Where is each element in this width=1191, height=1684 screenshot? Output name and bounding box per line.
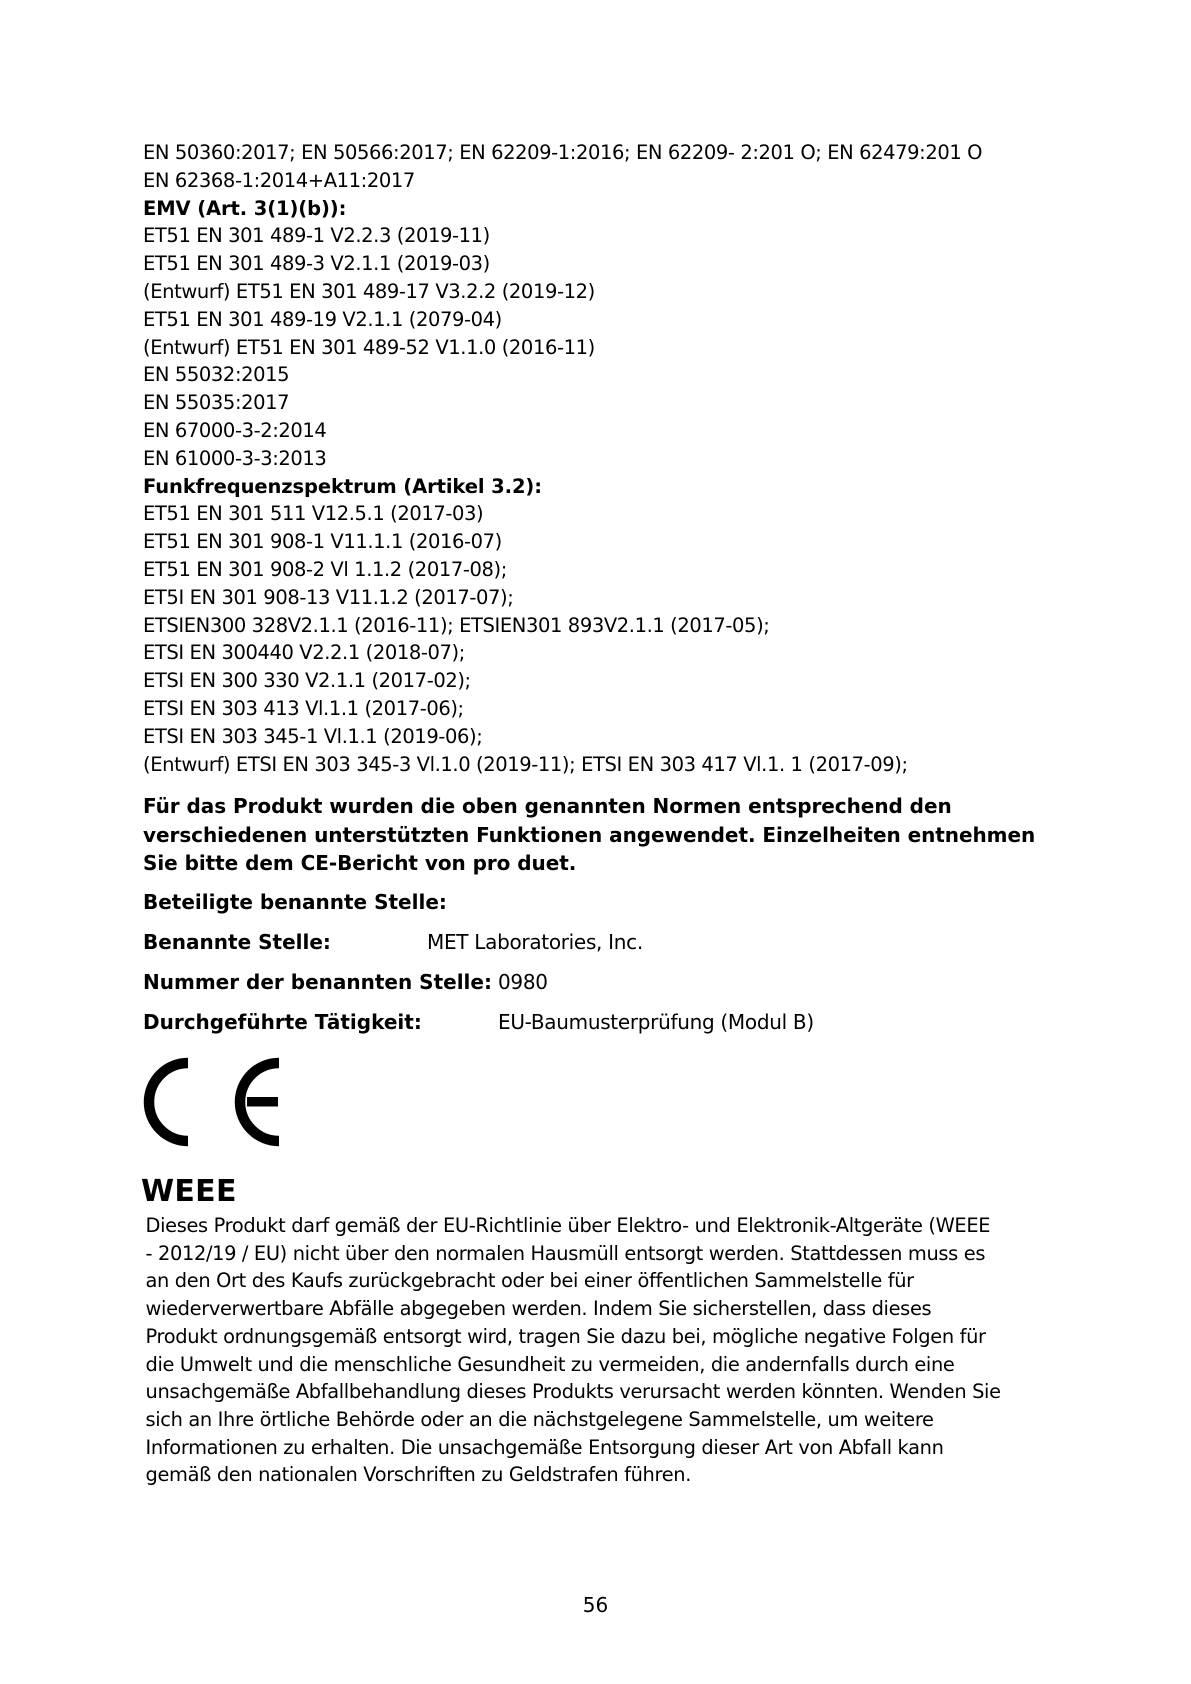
notified-body-heading: Beteiligte benannte Stelle:: [143, 889, 447, 914]
weee-line: sich an Ihre örtliche Behörde oder an die nächstgelegene Sammelstelle, um weitere: [145, 1407, 934, 1431]
weee-line: Informationen zu erhalten. Die unsachgemäße Entsorgung dieser Art von Abfall kann: [145, 1435, 944, 1459]
emv-standard-item: EN 67000-3-2:2014: [143, 418, 327, 442]
weee-line: wiederverwertbare Abfälle abgegeben werden. Indem Sie sicherstellen, dass dieses: [145, 1297, 932, 1321]
radio-spectrum-section: [143, 473, 1063, 779]
weee-line: an den Ort des Kaufs zurückgebracht oder bei einer öffentlichen Sammelstelle für: [145, 1269, 914, 1293]
radio-spectrum-heading: Funkfrequenzspektrum (Artikel 3.2):: [143, 474, 542, 498]
radio-standard-item: ETSI EN 303 413 Vl.1.1 (2017-06);: [143, 696, 464, 720]
radio-standard-item: ETSI EN 303 345-1 Vl.1.1 (2019-06);: [143, 724, 483, 748]
summary-paragraph: [143, 792, 1063, 878]
emv-standard-item: ET51 EN 301 489-1 V2.2.3 (2019-11): [143, 224, 490, 248]
notified-body-activity-label: Durchgeführte Tätigkeit:: [143, 1009, 422, 1034]
radio-standard-item: ET51 EN 301 511 V12.5.1 (2017-03): [143, 502, 484, 526]
emv-standard-item: ET51 EN 301 489-19 V2.1.1 (2079-04): [143, 307, 502, 331]
emv-standard-item: EN 61000-3-3:2013: [143, 446, 327, 470]
ce-mark-icon: [143, 1053, 283, 1151]
radio-standard-item: ET51 EN 301 908-1 V11.1.1 (2016-07): [143, 530, 502, 554]
weee-line: gemäß den nationalen Vorschriften zu Geldstrafen führen.: [145, 1463, 692, 1487]
emv-standard-item: (Entwurf) ET51 EN 301 489-52 V1.1.0 (2016-11): [143, 335, 595, 359]
weee-line: - 2012/19 / EU) nicht über den normalen Hausmüll entsorgt werden. Stattdessen muss es: [145, 1241, 986, 1265]
document-page: [143, 139, 1063, 1036]
radio-standard-item: ET5I EN 301 908-13 V11.1.2 (2017-07);: [143, 585, 514, 609]
notified-body-number-label: Nummer der benannten Stelle:: [143, 969, 492, 994]
weee-line: unsachgemäße Abfallbehandlung dieses Produkts verursacht werden könnten. Wenden Sie: [145, 1380, 1001, 1404]
emv-standard-item: EN 55032:2015: [143, 363, 290, 387]
emv-standard-item: ET51 EN 301 489-3 V2.1.1 (2019-03): [143, 252, 490, 276]
notified-body-name-value: MET Laboratories, Inc.: [427, 929, 643, 954]
summary-line: verschiedenen unterstützten Funktionen angewendet. Einzelheiten entnehmen: [143, 822, 1036, 847]
standards-general: [143, 139, 1063, 195]
weee-title: WEEE: [141, 1174, 237, 1209]
weee-paragraph: [143, 1212, 1073, 1489]
summary-line: Für das Produkt wurden die oben genannten Normen entsprechend den: [143, 794, 952, 819]
emv-standard-item: EN 55035:2017: [143, 391, 290, 415]
notified-body-name-row: [143, 928, 1063, 956]
notified-body-name-label: Benannte Stelle:: [143, 929, 331, 954]
notified-body-activity-row: [143, 1008, 1063, 1036]
emv-standard-item: (Entwurf) ET51 EN 301 489-17 V3.2.2 (2019-12): [143, 279, 595, 303]
page-number: 56: [582, 1593, 609, 1617]
notified-body-number-row: [143, 968, 1063, 996]
standards-line: EN 50360:2017; EN 50566:2017; EN 62209-1:2016; EN 62209- 2:201 O; EN 62479:201 O: [143, 141, 983, 164]
notified-body-number-value: 0980: [498, 969, 548, 994]
radio-standard-item: ET51 EN 301 908-2 Vl 1.1.2 (2017-08);: [143, 557, 507, 581]
weee-line: Produkt ordnungsgemäß entsorgt wird, tragen Sie dazu bei, mögliche negative Folgen für: [145, 1324, 986, 1348]
radio-standard-item: (Entwurf) ETSI EN 303 345-3 Vl.1.0 (2019-11); ETSI EN 303 417 Vl.1. 1 (2017-09);: [143, 752, 908, 776]
emv-section: [143, 195, 1063, 473]
weee-line: die Umwelt und die menschliche Gesundheit zu vermeiden, die andernfalls durch eine: [145, 1352, 955, 1376]
standards-line: EN 62368-1:2014+A11:2017: [143, 168, 415, 192]
radio-standard-item: ETSIEN300 328V2.1.1 (2016-11); ETSIEN301 893V2.1.1 (2017-05);: [143, 613, 770, 637]
summary-line: Sie bitte dem CE-Bericht von pro duet.: [143, 851, 577, 876]
notified-body-activity-value: EU-Baumusterprüfung (Modul B): [498, 1009, 814, 1034]
weee-line: Dieses Produkt darf gemäß der EU-Richtlinie über Elektro- und Elektronik-Altgeräte (WEEE: [145, 1214, 991, 1237]
radio-standard-item: ETSI EN 300 330 V2.1.1 (2017-02);: [143, 669, 471, 693]
emv-heading: EMV (Art. 3(1)(b)):: [143, 196, 347, 220]
radio-standard-item: ETSI EN 300440 V2.2.1 (2018-07);: [143, 641, 465, 665]
